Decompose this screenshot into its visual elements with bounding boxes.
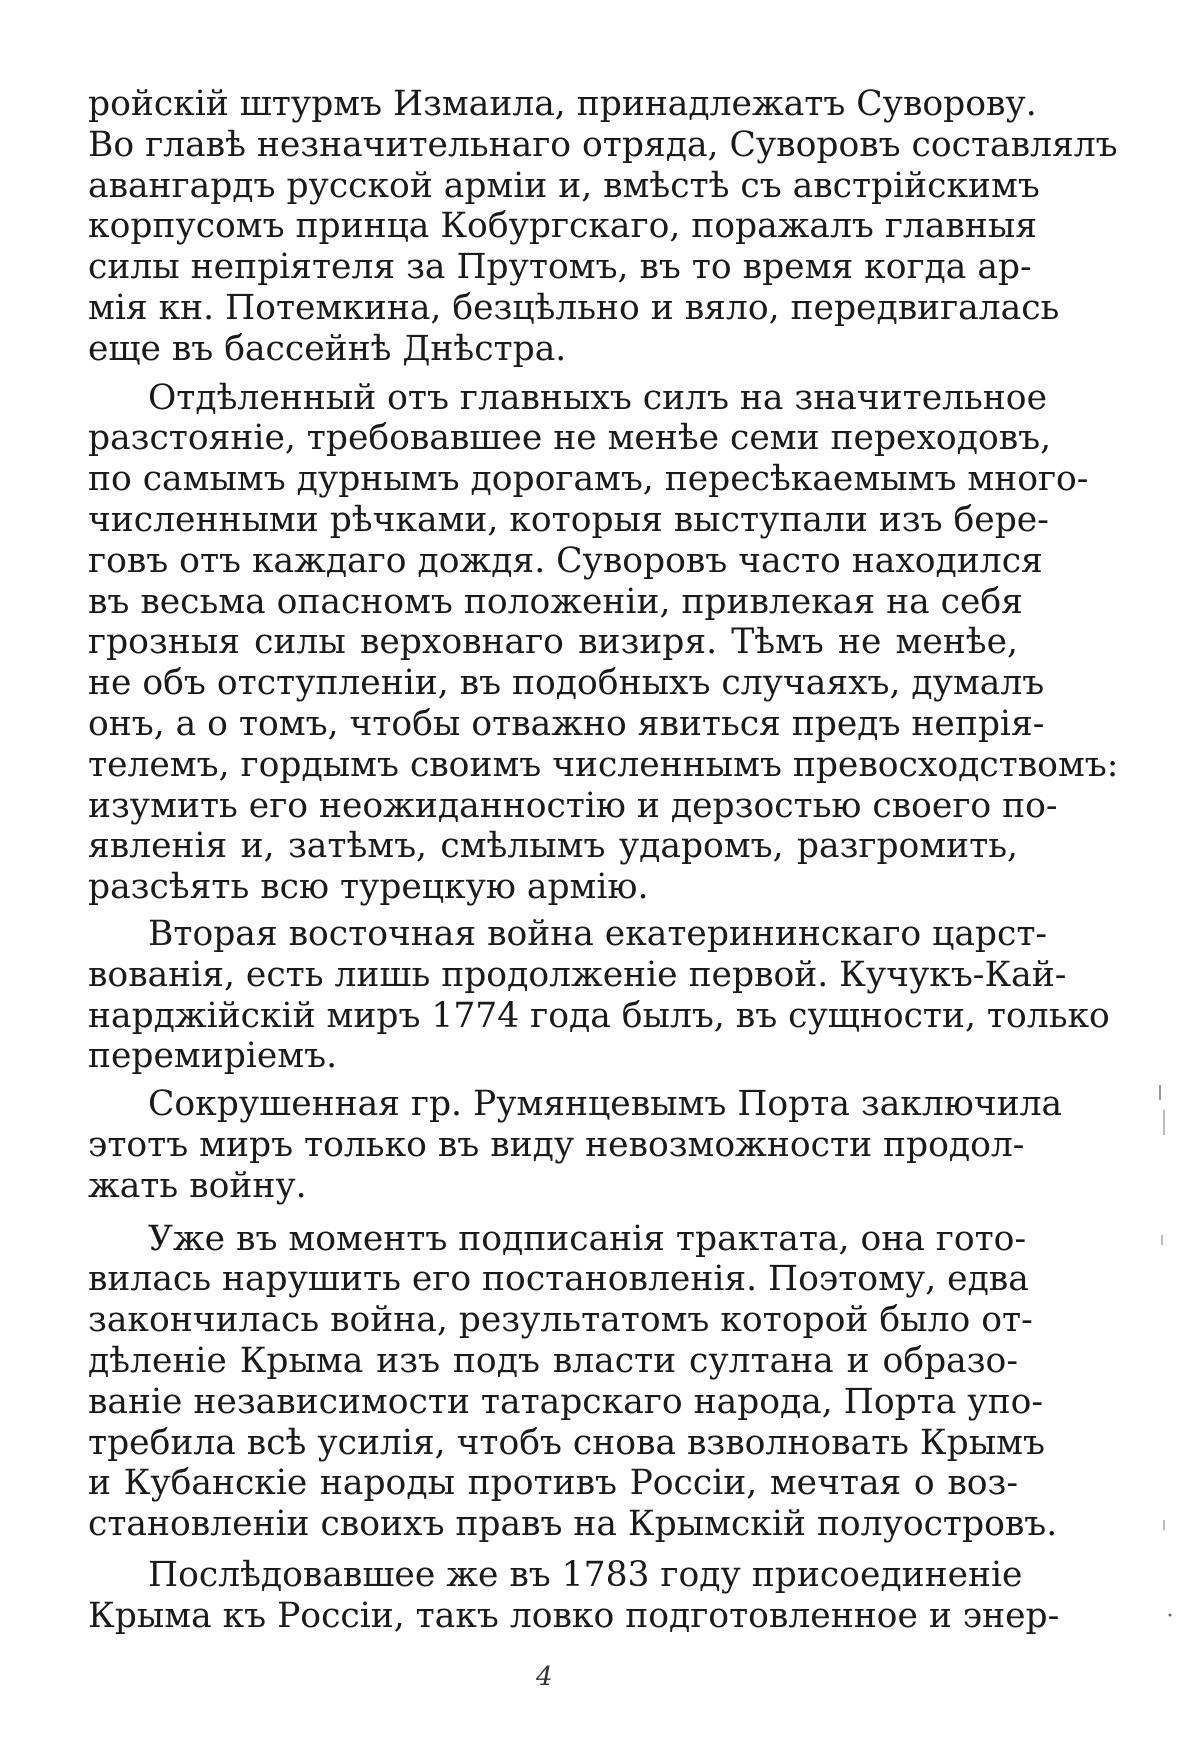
text-line: явленія и, затѣмъ, смѣлымъ ударомъ, разгромить,: [88, 826, 1018, 867]
text-line: говъ отъ каждаго дождя. Суворовъ часто находился: [88, 540, 1043, 581]
page-body: [88, 84, 1119, 1636]
text-line: вилась нарушить его постановленія. Поэтому, едва: [88, 1259, 1029, 1300]
paragraph-3: [88, 913, 1110, 1077]
text-line: Крыма къ Россіи, такъ ловко подготовленное и энер-: [88, 1595, 1060, 1636]
text-line: грозныя силы верховнаго визиря. Тѣмъ не менѣе,: [88, 622, 1018, 663]
text-line: требила всѣ усилія, чтобъ снова взволновать Крымъ: [88, 1422, 1045, 1463]
paragraph-1: [88, 84, 1118, 370]
text-line: и Кубанскіе народы противъ Россіи, мечтая о воз-: [88, 1463, 1018, 1504]
text-line: Вторая восточная война екатерининскаго царст-: [148, 913, 1048, 954]
text-line: Послѣдовавшее же въ 1783 году присоединеніе: [148, 1554, 1023, 1595]
text-line: Отдѣленный отъ главныхъ силъ на значительное: [148, 377, 1047, 418]
scan-noise-marks: [1140, 0, 1200, 1759]
paragraph-5: [88, 1218, 1058, 1545]
page-number: 4: [536, 1662, 553, 1692]
text-line: численными рѣчками, которыя выступали изъ бере-: [88, 499, 1049, 540]
text-line: въ весьма опасномъ положеніи, привлекая на себя: [88, 581, 1023, 622]
text-line: закончилась война, результатомъ которой было от-: [88, 1300, 1033, 1341]
paragraph-2: [88, 377, 1119, 908]
text-line: еще въ бассейнѣ Днѣстра.: [88, 328, 567, 369]
text-line: Сокрушенная гр. Румянцевымъ Порта заключила: [148, 1084, 1063, 1125]
text-line: мія кн. Потемкина, безцѣльно и вяло, передвигалась: [88, 287, 1060, 328]
text-line: ваніе независимости татарскаго народа, Порта упо-: [88, 1381, 1044, 1422]
text-line: разсѣять всю турецкую армію.: [88, 867, 649, 908]
text-line: по самымъ дурнымъ дорогамъ, пересѣкаемымъ много-: [88, 459, 1089, 500]
paragraph-4: [88, 1084, 1063, 1206]
text-line: перемиріемъ.: [88, 1036, 338, 1077]
text-line: Уже въ моментъ подписанія трактата, она гото-: [148, 1218, 1027, 1259]
text-line: силы непріятеля за Прутомъ, въ то время когда ар-: [88, 247, 1032, 288]
text-line: вованія, есть лишь продолженіе первой. Кучукъ-Кай-: [88, 954, 1067, 995]
text-line: жать войну.: [88, 1165, 307, 1206]
text-line: ройскій штурмъ Измаила, принадлежатъ Суворову.: [88, 84, 1037, 124]
text-line: нарджійскій миръ 1774 года былъ, въ сущности, только: [88, 995, 1110, 1036]
text-line: онъ, а о томъ, чтобы отважно явиться предъ непрія-: [88, 703, 1045, 744]
text-line: разстояніе, требовавшее не менѣе семи переходовъ,: [88, 418, 1052, 459]
text-line: изумить его неожиданностію и дерзостью своего по-: [88, 785, 1058, 826]
text-line: не объ отступленіи, въ подобныхъ случаяхъ, думалъ: [88, 663, 1045, 704]
text-line: авангардъ русской арміи и, вмѣстѣ съ австрійскимъ: [88, 165, 1040, 206]
text-line: корпусомъ принца Кобургскаго, поражалъ главныя: [88, 206, 1038, 247]
text-line: становленіи своихъ правъ на Крымскій полуостровъ.: [88, 1504, 1058, 1545]
text-line: дѣленіе Крыма изъ подъ власти султана и образо-: [88, 1340, 1018, 1381]
paragraph-6: [88, 1554, 1060, 1637]
text-line: Во главѣ незначительнаго отряда, Суворовъ составлялъ: [88, 124, 1118, 165]
text-line: этотъ миръ только въ виду невозможности продол-: [88, 1124, 1025, 1165]
text-line: телемъ, гордымъ своимъ численнымъ превосходствомъ:: [88, 744, 1119, 785]
